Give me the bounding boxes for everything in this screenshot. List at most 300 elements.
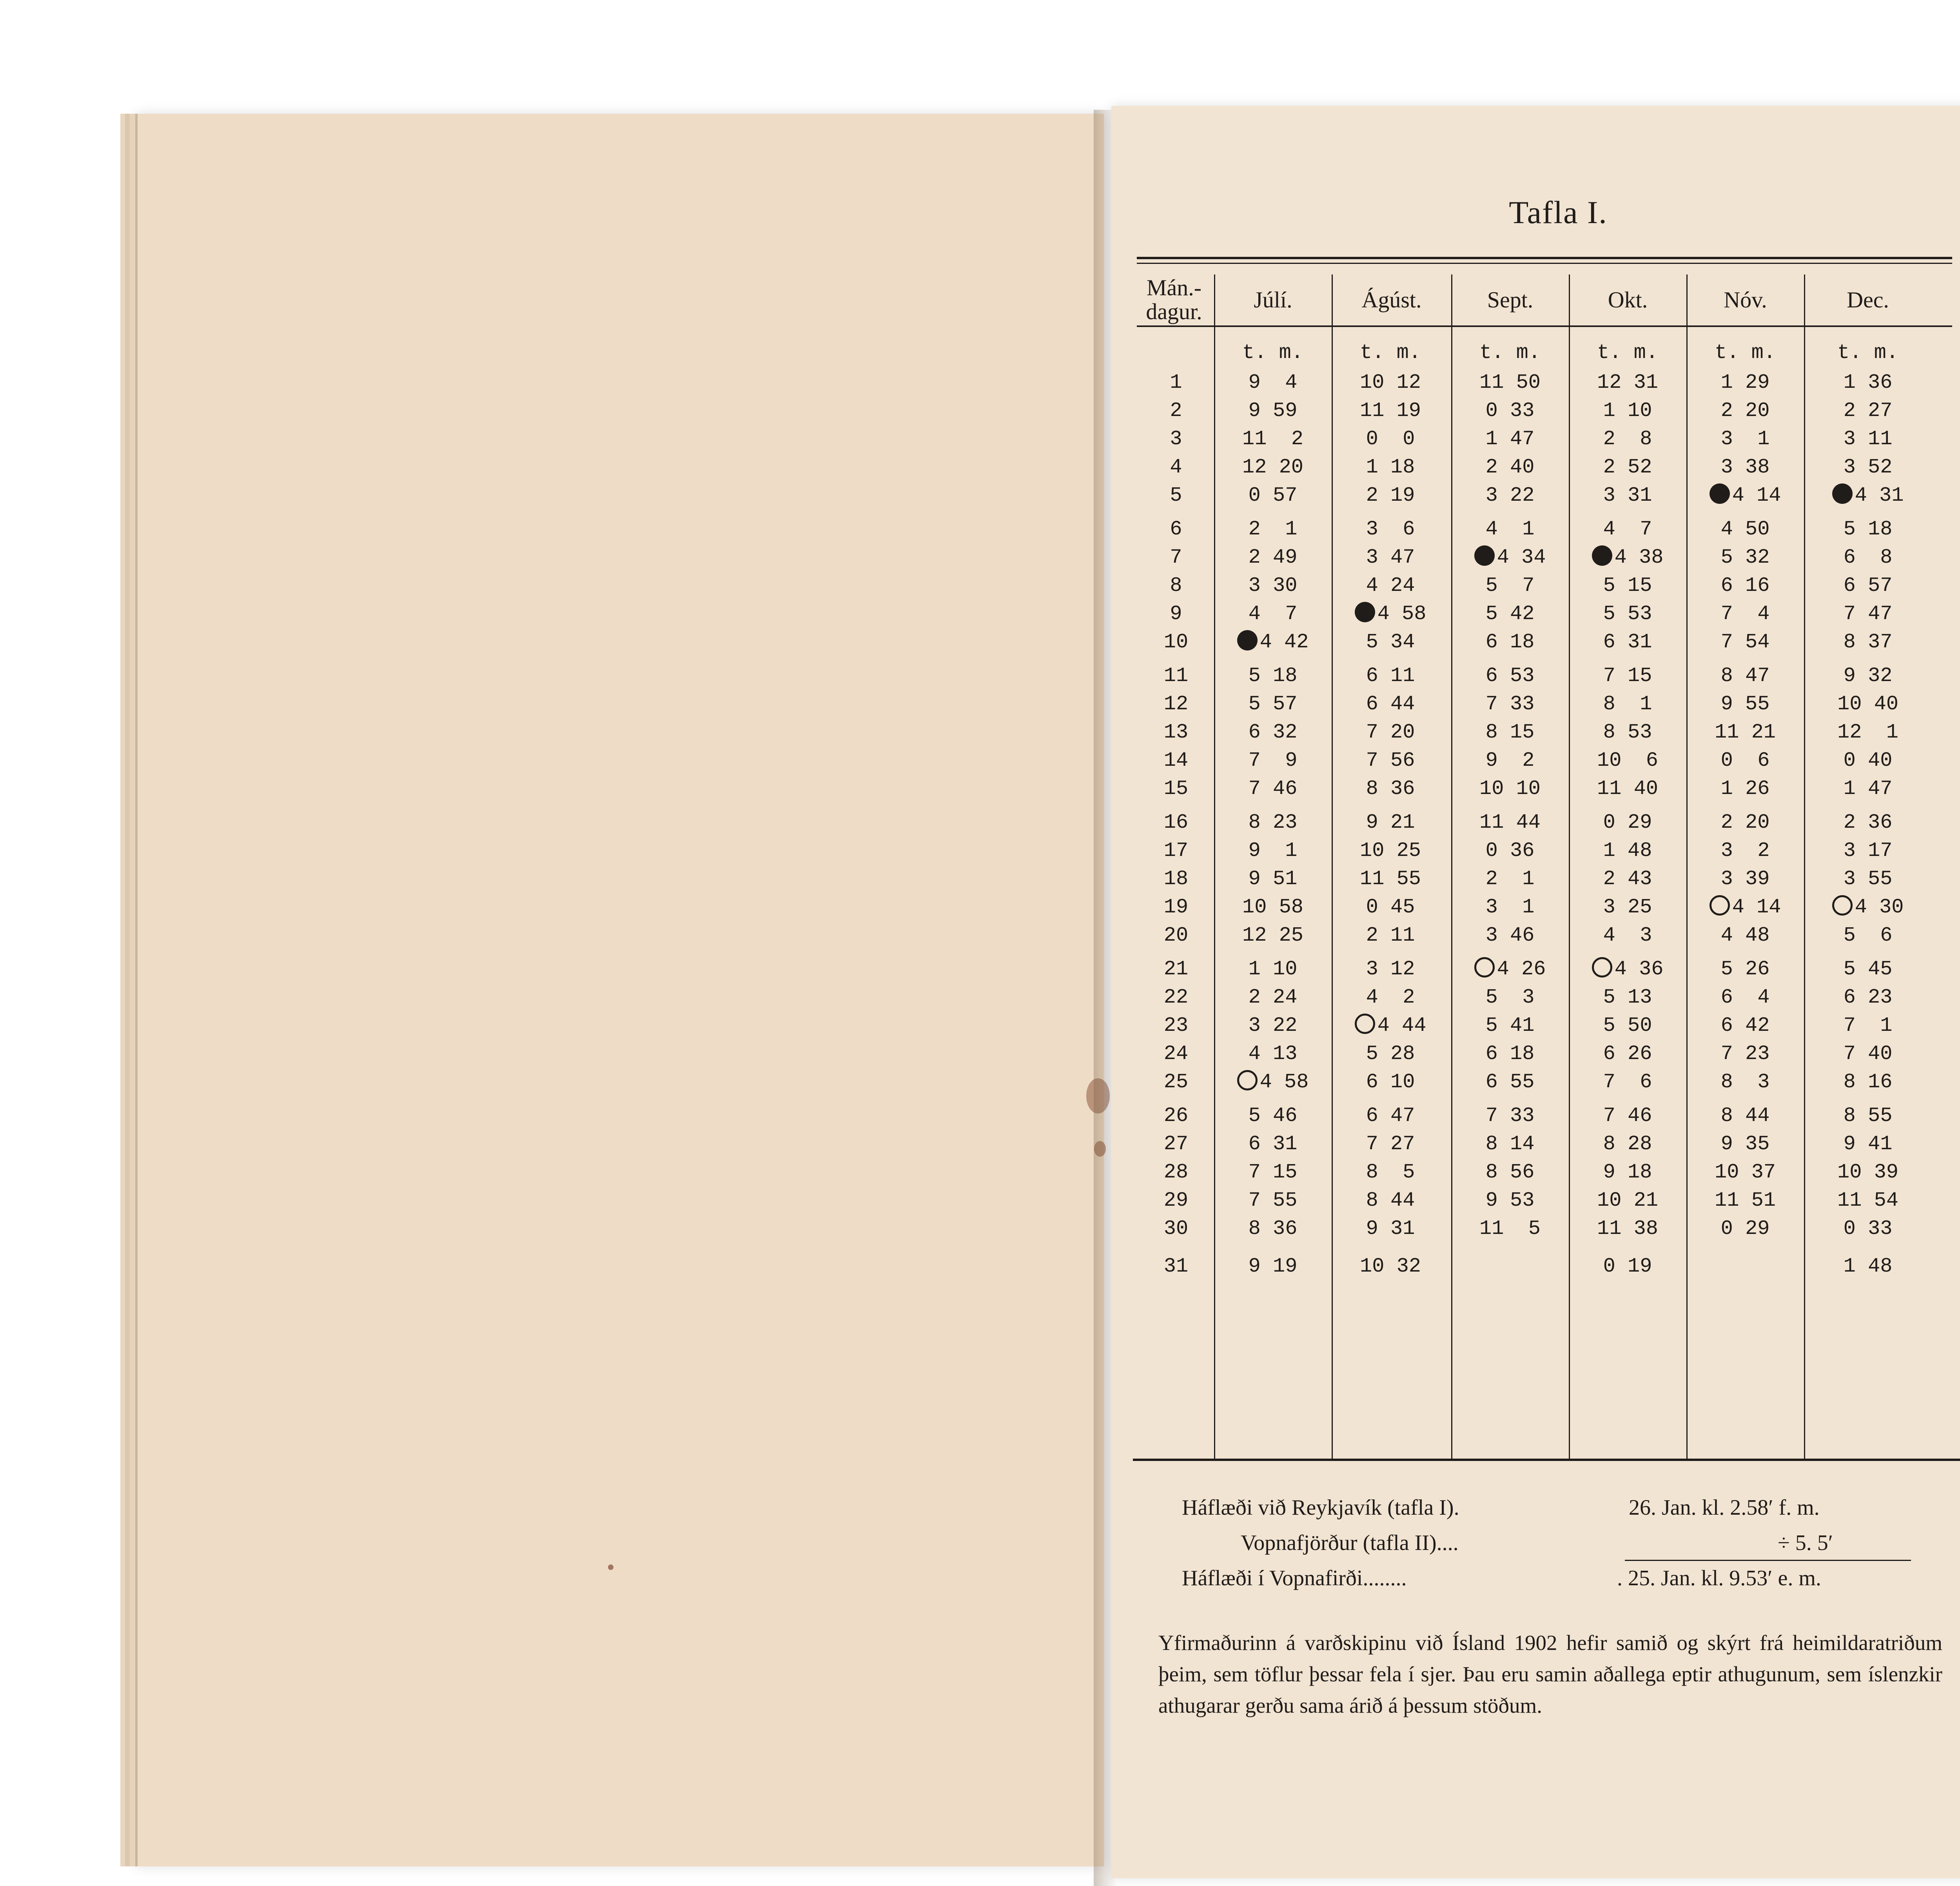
tide-time-value: 3 2 bbox=[1720, 839, 1770, 862]
tide-time-cell bbox=[1809, 1012, 1927, 1040]
tide-time-value: 3 1 bbox=[1485, 896, 1535, 919]
day-number: 21 bbox=[1163, 958, 1189, 981]
tide-time-value: 1 26 bbox=[1720, 777, 1770, 800]
tide-time-value: 5 42 bbox=[1485, 602, 1535, 625]
tide-time-cell bbox=[1214, 1040, 1332, 1068]
tide-time-cell bbox=[1569, 1215, 1686, 1243]
tide-time-value: 6 31 bbox=[1603, 630, 1652, 654]
tide-time-value: 9 41 bbox=[1843, 1132, 1893, 1156]
tide-time-cell bbox=[1214, 1012, 1332, 1040]
tide-time-value: 11 55 bbox=[1359, 867, 1421, 890]
tide-time-value: 8 53 bbox=[1603, 721, 1652, 744]
tide-time-cell bbox=[1686, 397, 1804, 425]
tide-time-value: 9 53 bbox=[1485, 1189, 1535, 1212]
day-number: 13 bbox=[1163, 721, 1189, 744]
tide-time-value: 9 19 bbox=[1248, 1255, 1298, 1278]
tide-time-cell bbox=[1332, 837, 1449, 865]
tide-time-cell bbox=[1451, 543, 1569, 572]
day-number: 26 bbox=[1163, 1104, 1189, 1127]
tide-time-cell bbox=[1214, 397, 1332, 425]
calc-line-2-label: Vopnafjörður (tafla II).... bbox=[1241, 1531, 1459, 1555]
tide-time-cell bbox=[1686, 865, 1804, 893]
tide-time-cell bbox=[1569, 481, 1686, 510]
tide-time-value: 7 56 bbox=[1366, 749, 1415, 772]
tide-time-value: 1 10 bbox=[1248, 958, 1298, 981]
tide-time-cell bbox=[1686, 983, 1804, 1012]
tide-time-cell bbox=[1809, 1158, 1927, 1186]
tide-time-cell bbox=[1451, 425, 1569, 453]
tide-time-value: 5 13 bbox=[1603, 986, 1652, 1009]
unit-label: t. m. bbox=[1714, 341, 1776, 364]
tide-time-value: 7 6 bbox=[1603, 1070, 1652, 1094]
tide-time-value: 9 55 bbox=[1720, 692, 1770, 716]
source-note: Yfirmaðurinn á varðskipinu við Ísland 1902 hefir samið og skýrt frá heimildaratriðum þeim, sem töflur þessar fela í sjer. Þau eru samin aðallega eptir athugunum, sem íslenzkir athugarar gerðu sama árið á þessum stöðum. bbox=[1158, 1631, 1942, 1717]
blank-left-page bbox=[135, 114, 1104, 1866]
month-header-sep: Sept. bbox=[1487, 287, 1534, 313]
tide-time-value: 5 28 bbox=[1366, 1042, 1415, 1065]
day-number: 16 bbox=[1163, 811, 1189, 834]
tide-time-cell bbox=[1809, 1068, 1927, 1096]
tide-time-cell bbox=[1686, 425, 1804, 453]
tide-time-cell bbox=[1214, 1130, 1332, 1158]
tide-time-cell bbox=[1332, 600, 1449, 628]
paper-stain bbox=[608, 1564, 613, 1570]
tide-time-cell bbox=[1809, 628, 1927, 656]
table-title: Tafla I. bbox=[1509, 194, 1608, 230]
tide-time-value: 6 18 bbox=[1485, 1042, 1535, 1065]
tide-time-value: 11 51 bbox=[1714, 1189, 1776, 1212]
tide-time-cell bbox=[1451, 747, 1569, 775]
tide-time-value: 8 56 bbox=[1485, 1161, 1535, 1184]
tide-time-cell bbox=[1686, 775, 1804, 803]
unit-label: t. m. bbox=[1242, 341, 1304, 364]
tide-time-cell bbox=[1809, 453, 1927, 481]
tide-time-value: 5 32 bbox=[1720, 546, 1770, 569]
day-number: 18 bbox=[1163, 867, 1189, 890]
calc-line-2-value: ÷ 5. 5′ bbox=[1778, 1531, 1833, 1555]
tide-time-value: 8 16 bbox=[1843, 1070, 1893, 1094]
tide-time-value: 7 46 bbox=[1248, 777, 1298, 800]
tide-time-cell bbox=[1809, 1102, 1927, 1130]
tide-time-value: 10 32 bbox=[1359, 1255, 1421, 1278]
tide-time-cell bbox=[1451, 775, 1569, 803]
tide-time-cell bbox=[1214, 1158, 1332, 1186]
day-number: 28 bbox=[1163, 1161, 1189, 1184]
tide-time-cell bbox=[1686, 515, 1804, 543]
tide-time-value: 1 47 bbox=[1485, 427, 1535, 451]
tide-time-cell bbox=[1809, 1243, 1927, 1290]
tide-time-cell bbox=[1686, 572, 1804, 600]
tide-time-value: 7 47 bbox=[1843, 602, 1893, 625]
month-column bbox=[1214, 337, 1332, 1290]
tide-time-value: 2 40 bbox=[1485, 456, 1535, 479]
tide-time-value: 2 20 bbox=[1720, 399, 1770, 422]
tide-time-value: 7 40 bbox=[1843, 1042, 1893, 1065]
tide-time-cell bbox=[1214, 837, 1332, 865]
tide-time-cell bbox=[1686, 921, 1804, 950]
tide-time-cell bbox=[1451, 572, 1569, 600]
tide-time-value: 11 40 bbox=[1597, 777, 1659, 800]
tide-time-value: 1 18 bbox=[1366, 456, 1415, 479]
day-number: 3 bbox=[1170, 427, 1182, 451]
tide-time-value: 10 37 bbox=[1714, 1161, 1776, 1184]
month-header-dec: Dec. bbox=[1847, 287, 1889, 313]
tide-time-value: 4 24 bbox=[1366, 574, 1415, 597]
day-number: 5 bbox=[1170, 484, 1182, 507]
tide-time-value: 0 45 bbox=[1366, 896, 1415, 919]
unit-label: t. m. bbox=[1597, 341, 1659, 364]
tide-time-cell bbox=[1686, 1130, 1804, 1158]
tide-time-cell bbox=[1686, 628, 1804, 656]
tide-time-cell bbox=[1569, 453, 1686, 481]
tide-time-value: 1 47 bbox=[1843, 777, 1893, 800]
tide-time-cell bbox=[1569, 515, 1686, 543]
tide-time-value: 7 20 bbox=[1366, 721, 1415, 744]
tide-time-value: 2 27 bbox=[1843, 399, 1893, 422]
day-number-column bbox=[1147, 337, 1205, 1290]
tide-time-value: 4 30 bbox=[1855, 896, 1904, 919]
tide-time-value: 0 57 bbox=[1248, 484, 1298, 507]
tide-time-value: 6 31 bbox=[1248, 1132, 1298, 1156]
tide-time-value: 2 43 bbox=[1603, 867, 1652, 890]
tide-time-value: 7 33 bbox=[1485, 1104, 1535, 1127]
tide-time-value: 6 44 bbox=[1366, 692, 1415, 716]
tide-time-cell bbox=[1809, 1215, 1927, 1243]
tide-time-value: 5 50 bbox=[1603, 1014, 1652, 1037]
tide-time-cell bbox=[1569, 628, 1686, 656]
tide-time-value: 4 13 bbox=[1248, 1042, 1298, 1065]
tide-time-cell bbox=[1569, 1068, 1686, 1096]
tide-time-value: 3 39 bbox=[1720, 867, 1770, 890]
tide-time-cell bbox=[1332, 865, 1449, 893]
tide-time-cell bbox=[1569, 893, 1686, 921]
bottom-rule bbox=[1133, 1459, 1960, 1461]
tide-time-value: 1 48 bbox=[1843, 1255, 1893, 1278]
tide-time-cell bbox=[1332, 1243, 1449, 1290]
unit-spacer bbox=[1147, 337, 1205, 369]
tide-time-value: 5 53 bbox=[1603, 602, 1652, 625]
tide-time-cell bbox=[1809, 662, 1927, 690]
tide-time-value: 4 38 bbox=[1614, 546, 1664, 569]
tide-time-cell bbox=[1214, 718, 1332, 747]
tide-time-value: 5 3 bbox=[1485, 986, 1535, 1009]
tide-time-cell bbox=[1214, 1068, 1332, 1096]
tide-time-cell bbox=[1332, 425, 1449, 453]
day-number: 25 bbox=[1163, 1070, 1189, 1094]
full-moon-icon bbox=[1355, 1014, 1375, 1034]
tide-time-cell bbox=[1451, 1215, 1569, 1243]
tide-time-value: 2 11 bbox=[1366, 924, 1415, 947]
day-number: 4 bbox=[1170, 456, 1182, 479]
tide-time-value: 9 32 bbox=[1843, 664, 1893, 687]
tide-time-cell bbox=[1686, 453, 1804, 481]
tide-time-cell bbox=[1809, 572, 1927, 600]
tide-time-cell bbox=[1569, 1102, 1686, 1130]
tide-time-value: 10 10 bbox=[1479, 777, 1541, 800]
tide-time-cell bbox=[1451, 690, 1569, 718]
month-column bbox=[1809, 337, 1927, 1290]
tide-time-cell bbox=[1451, 1102, 1569, 1130]
tide-time-cell bbox=[1686, 1012, 1804, 1040]
tide-time-value: 1 48 bbox=[1603, 839, 1652, 862]
tide-time-value: 10 39 bbox=[1837, 1161, 1899, 1184]
tide-time-cell bbox=[1214, 1102, 1332, 1130]
tide-time-value: 8 1 bbox=[1603, 692, 1652, 716]
tide-time-cell bbox=[1214, 481, 1332, 510]
tide-time-cell bbox=[1686, 837, 1804, 865]
tide-time-value: 10 21 bbox=[1597, 1189, 1659, 1212]
tide-time-cell bbox=[1809, 543, 1927, 572]
tide-time-value: 4 31 bbox=[1855, 484, 1904, 507]
tide-time-value: 9 2 bbox=[1485, 749, 1535, 772]
day-number: 14 bbox=[1163, 749, 1189, 772]
tide-time-value: 1 36 bbox=[1843, 371, 1893, 394]
new-moon-icon bbox=[1355, 602, 1375, 622]
tide-time-cell bbox=[1332, 718, 1449, 747]
tide-time-value: 4 7 bbox=[1603, 518, 1652, 541]
day-number: 29 bbox=[1163, 1189, 1189, 1212]
tide-time-cell bbox=[1809, 600, 1927, 628]
tide-time-cell bbox=[1451, 1012, 1569, 1040]
tide-time-value: 7 27 bbox=[1366, 1132, 1415, 1156]
tide-time-value: 8 14 bbox=[1485, 1132, 1535, 1156]
tide-time-value: 7 1 bbox=[1843, 1014, 1893, 1037]
calc-line-2 bbox=[1182, 1525, 1919, 1561]
tide-time-cell bbox=[1332, 1186, 1449, 1215]
tide-time-value: 6 47 bbox=[1366, 1104, 1415, 1127]
tide-time-value: 8 23 bbox=[1248, 811, 1298, 834]
tide-time-cell bbox=[1686, 369, 1804, 397]
tide-time-cell bbox=[1332, 453, 1449, 481]
tide-time-value: 3 55 bbox=[1843, 867, 1893, 890]
tide-time-value: 5 34 bbox=[1366, 630, 1415, 654]
tide-time-cell bbox=[1332, 955, 1449, 983]
tide-time-cell bbox=[1569, 837, 1686, 865]
tide-time-cell bbox=[1809, 837, 1927, 865]
tide-time-value: 7 46 bbox=[1603, 1104, 1652, 1127]
day-header-line-1: Mán.- bbox=[1146, 275, 1202, 301]
tide-time-value: 4 36 bbox=[1614, 958, 1664, 981]
day-number: 24 bbox=[1163, 1042, 1189, 1065]
tide-time-value: 11 54 bbox=[1837, 1189, 1899, 1212]
tide-time-value: 4 44 bbox=[1377, 1014, 1426, 1037]
month-header-aug: Ágúst. bbox=[1361, 287, 1422, 313]
tide-time-cell bbox=[1332, 747, 1449, 775]
tide-time-value: 4 42 bbox=[1259, 630, 1309, 654]
tide-time-value: 9 18 bbox=[1603, 1161, 1652, 1184]
day-number: 7 bbox=[1170, 546, 1182, 569]
tide-time-value: 3 12 bbox=[1366, 958, 1415, 981]
header-rule bbox=[1137, 325, 1952, 327]
tide-time-value: 0 29 bbox=[1720, 1217, 1770, 1240]
top-rule-thick bbox=[1137, 257, 1952, 259]
tide-time-value: 6 11 bbox=[1366, 664, 1415, 687]
tide-time-value: 2 1 bbox=[1248, 518, 1298, 541]
tide-time-cell bbox=[1451, 1068, 1569, 1096]
tide-time-value: 4 14 bbox=[1732, 896, 1781, 919]
calc-line-1 bbox=[1182, 1490, 1919, 1525]
tide-time-value: 4 26 bbox=[1497, 958, 1546, 981]
tide-time-value: 1 10 bbox=[1603, 399, 1652, 422]
tide-time-value: 6 53 bbox=[1485, 664, 1535, 687]
tide-time-cell bbox=[1451, 865, 1569, 893]
tide-time-cell bbox=[1569, 983, 1686, 1012]
tide-time-cell bbox=[1451, 397, 1569, 425]
tide-time-cell bbox=[1214, 775, 1332, 803]
full-moon-icon bbox=[1832, 895, 1853, 916]
tide-time-value: 9 21 bbox=[1366, 811, 1415, 834]
tide-time-cell bbox=[1569, 1186, 1686, 1215]
tide-time-value: 8 47 bbox=[1720, 664, 1770, 687]
tide-time-cell bbox=[1686, 893, 1804, 921]
tide-time-value: 2 49 bbox=[1248, 546, 1298, 569]
day-number: 30 bbox=[1163, 1217, 1189, 1240]
tide-time-value: 6 32 bbox=[1248, 721, 1298, 744]
tide-time-value: 4 7 bbox=[1248, 602, 1298, 625]
month-column bbox=[1569, 337, 1686, 1290]
tide-time-cell bbox=[1214, 425, 1332, 453]
tide-time-cell bbox=[1332, 1130, 1449, 1158]
tide-time-cell bbox=[1214, 1243, 1332, 1290]
tide-time-cell bbox=[1451, 515, 1569, 543]
tide-time-cell bbox=[1332, 543, 1449, 572]
tide-time-value: 8 55 bbox=[1843, 1104, 1893, 1127]
tide-time-value: 7 23 bbox=[1720, 1042, 1770, 1065]
tide-time-value: 5 15 bbox=[1603, 574, 1652, 597]
new-moon-icon bbox=[1832, 483, 1853, 504]
day-number: 8 bbox=[1170, 574, 1182, 597]
tide-time-value: 4 1 bbox=[1485, 518, 1535, 541]
tide-time-value: 12 25 bbox=[1242, 924, 1304, 947]
tide-time-cell bbox=[1451, 481, 1569, 510]
tide-time-value: 2 1 bbox=[1485, 867, 1535, 890]
day-header bbox=[1135, 274, 1213, 325]
tide-time-cell bbox=[1214, 543, 1332, 572]
tide-time-cell bbox=[1451, 809, 1569, 837]
tide-time-cell bbox=[1809, 1186, 1927, 1215]
month-header-jul: Júlí. bbox=[1254, 287, 1292, 313]
tide-time-cell bbox=[1569, 747, 1686, 775]
tide-time-cell bbox=[1569, 921, 1686, 950]
tide-time-value: 7 33 bbox=[1485, 692, 1535, 716]
tide-time-cell bbox=[1214, 921, 1332, 950]
tide-time-value: 6 42 bbox=[1720, 1014, 1770, 1037]
tide-time-cell bbox=[1214, 747, 1332, 775]
tide-time-cell bbox=[1332, 515, 1449, 543]
day-number: 27 bbox=[1163, 1132, 1189, 1156]
tide-time-value: 5 7 bbox=[1485, 574, 1535, 597]
tide-time-value: 5 18 bbox=[1248, 664, 1298, 687]
tide-time-cell bbox=[1686, 809, 1804, 837]
day-number: 22 bbox=[1163, 986, 1189, 1009]
tide-time-cell bbox=[1451, 893, 1569, 921]
tide-time-value: 0 36 bbox=[1485, 839, 1535, 862]
tide-time-cell bbox=[1809, 775, 1927, 803]
tide-time-value: 3 22 bbox=[1485, 484, 1535, 507]
tide-time-value: 8 5 bbox=[1366, 1161, 1415, 1184]
calc-line-3-label: Háflæði í Vopnafirði........ bbox=[1182, 1566, 1407, 1590]
tide-time-value: 10 40 bbox=[1837, 692, 1899, 716]
tide-time-cell bbox=[1451, 662, 1569, 690]
tide-time-value: 3 52 bbox=[1843, 456, 1893, 479]
tide-time-cell bbox=[1451, 921, 1569, 950]
tide-time-value: 10 25 bbox=[1359, 839, 1421, 862]
tide-time-cell bbox=[1332, 1102, 1449, 1130]
tide-time-cell bbox=[1332, 662, 1449, 690]
tide-time-cell bbox=[1809, 809, 1927, 837]
tide-time-value: 2 52 bbox=[1603, 456, 1652, 479]
tide-time-cell bbox=[1451, 453, 1569, 481]
tide-time-cell bbox=[1451, 837, 1569, 865]
tide-time-value: 7 54 bbox=[1720, 630, 1770, 654]
tide-time-cell bbox=[1451, 1243, 1569, 1290]
tide-time-value: 9 4 bbox=[1248, 371, 1298, 394]
tide-time-cell bbox=[1809, 481, 1927, 510]
tide-time-cell bbox=[1569, 775, 1686, 803]
month-header-oct: Okt. bbox=[1608, 287, 1648, 313]
tide-time-value: 8 15 bbox=[1485, 721, 1535, 744]
tide-time-value: 8 37 bbox=[1843, 630, 1893, 654]
tide-time-cell bbox=[1686, 1243, 1804, 1290]
tide-time-cell bbox=[1569, 600, 1686, 628]
tide-time-cell bbox=[1569, 425, 1686, 453]
tide-time-value: 6 55 bbox=[1485, 1070, 1535, 1094]
unit-label: t. m. bbox=[1359, 341, 1421, 364]
tide-time-value: 9 51 bbox=[1248, 867, 1298, 890]
tide-time-value: 3 30 bbox=[1248, 574, 1298, 597]
tide-time-cell bbox=[1809, 983, 1927, 1012]
tide-time-cell bbox=[1214, 690, 1332, 718]
tide-time-value: 12 1 bbox=[1837, 721, 1899, 744]
day-number: 15 bbox=[1163, 777, 1189, 800]
tide-time-value: 2 8 bbox=[1603, 427, 1652, 451]
tide-time-cell bbox=[1809, 865, 1927, 893]
tide-time-cell bbox=[1809, 921, 1927, 950]
day-number: 11 bbox=[1163, 664, 1189, 687]
tide-time-cell bbox=[1451, 1040, 1569, 1068]
day-number: 23 bbox=[1163, 1014, 1189, 1037]
tide-time-value: 9 1 bbox=[1248, 839, 1298, 862]
full-moon-icon bbox=[1474, 957, 1495, 978]
tide-time-value: 12 20 bbox=[1242, 456, 1304, 479]
day-number: 19 bbox=[1163, 896, 1189, 919]
tide-time-value: 6 10 bbox=[1366, 1070, 1415, 1094]
tide-time-value: 3 1 bbox=[1720, 427, 1770, 451]
calc-line-1-label: Háflæði við Reykjavík (tafla I). bbox=[1182, 1495, 1459, 1520]
tide-time-cell bbox=[1451, 1158, 1569, 1186]
tide-time-value: 11 19 bbox=[1359, 399, 1421, 422]
tide-time-cell bbox=[1332, 1158, 1449, 1186]
calc-line-1-value: 26. Jan. kl. 2.58′ f. m. bbox=[1629, 1495, 1820, 1520]
tide-time-value: 3 31 bbox=[1603, 484, 1652, 507]
full-moon-icon bbox=[1710, 895, 1730, 916]
tide-time-value: 7 4 bbox=[1720, 602, 1770, 625]
tide-time-value: 8 44 bbox=[1720, 1104, 1770, 1127]
tide-time-cell bbox=[1686, 1215, 1804, 1243]
tide-time-cell bbox=[1214, 453, 1332, 481]
tide-time-cell bbox=[1809, 425, 1927, 453]
tide-time-value: 6 26 bbox=[1603, 1042, 1652, 1065]
tide-time-value: 4 14 bbox=[1732, 484, 1781, 507]
tide-time-value: 8 3 bbox=[1720, 1070, 1770, 1094]
tide-time-value: 6 4 bbox=[1720, 986, 1770, 1009]
day-number: 9 bbox=[1170, 602, 1182, 625]
tide-time-value: 5 41 bbox=[1485, 1014, 1535, 1037]
tide-time-cell bbox=[1332, 690, 1449, 718]
tide-time-cell bbox=[1569, 690, 1686, 718]
day-number: 31 bbox=[1163, 1255, 1189, 1278]
tide-time-cell bbox=[1214, 1186, 1332, 1215]
